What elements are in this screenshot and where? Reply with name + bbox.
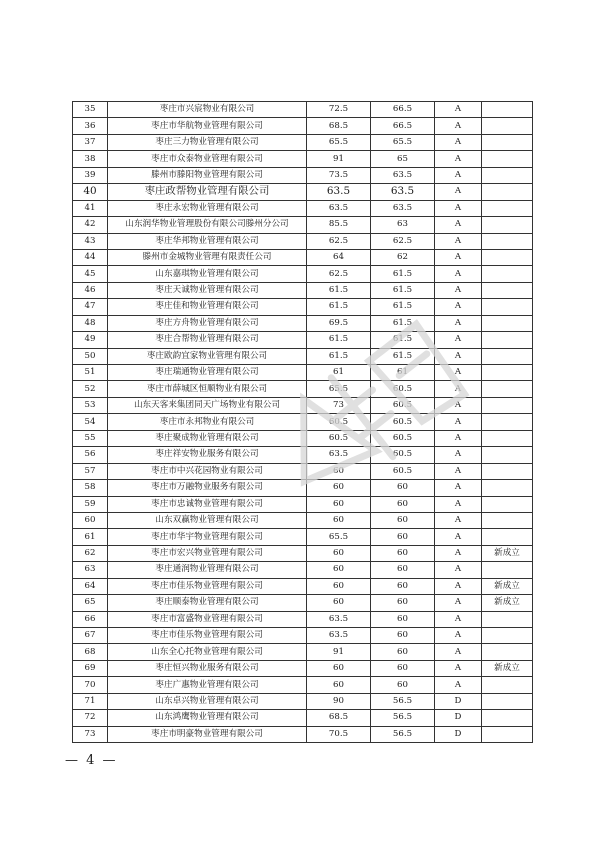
grade-cell: A <box>435 677 482 693</box>
score-1-cell: 61.5 <box>307 299 371 315</box>
score-2-cell: 60.5 <box>371 397 435 413</box>
grade-cell: A <box>435 118 482 134</box>
table-row <box>73 184 533 200</box>
score-2-cell: 60.5 <box>371 381 435 397</box>
company-name-cell: 枣庄市华宇物业管理有限公司 <box>108 529 307 545</box>
company-name-cell: 枣庄市忠诚物业管理有限公司 <box>108 496 307 512</box>
company-name-cell: 枣庄瑞通物业管理有限公司 <box>108 365 307 381</box>
note-cell <box>482 644 533 660</box>
note-cell <box>482 299 533 315</box>
table-row <box>73 480 533 496</box>
table-row <box>73 710 533 726</box>
grade-cell: A <box>435 315 482 331</box>
score-2-cell: 63 <box>371 217 435 233</box>
note-cell <box>482 315 533 331</box>
row-number-cell: 70 <box>73 677 108 693</box>
score-2-cell: 60 <box>371 562 435 578</box>
company-name-cell: 枣庄广惠物业管理有限公司 <box>108 677 307 693</box>
table-row <box>73 545 533 561</box>
grade-cell: A <box>435 233 482 249</box>
note-cell <box>482 447 533 463</box>
note-cell <box>482 184 533 200</box>
note-cell <box>482 480 533 496</box>
table-row <box>73 397 533 413</box>
grade-cell: D <box>435 726 482 742</box>
score-1-cell: 64 <box>307 249 371 265</box>
row-number-cell: 55 <box>73 430 108 446</box>
grade-cell: A <box>435 644 482 660</box>
grade-cell: A <box>435 463 482 479</box>
row-number-cell: 57 <box>73 463 108 479</box>
company-name-cell: 枣庄市中兴花园物业有限公司 <box>108 463 307 479</box>
score-1-cell: 60 <box>307 578 371 594</box>
table-row <box>73 430 533 446</box>
grade-cell: A <box>435 628 482 644</box>
company-name-cell: 枣庄祥安物业服务有限公司 <box>108 447 307 463</box>
grade-cell: A <box>435 217 482 233</box>
table-row <box>73 578 533 594</box>
score-2-cell: 60 <box>371 480 435 496</box>
grade-cell: A <box>435 365 482 381</box>
score-1-cell: 73 <box>307 397 371 413</box>
score-1-cell: 73.5 <box>307 167 371 183</box>
note-cell <box>482 562 533 578</box>
note-cell <box>482 167 533 183</box>
note-cell <box>482 381 533 397</box>
row-number-cell: 46 <box>73 282 108 298</box>
grade-cell: A <box>435 332 482 348</box>
grade-cell: A <box>435 249 482 265</box>
table-row <box>73 315 533 331</box>
row-number-cell: 61 <box>73 529 108 545</box>
table-row <box>73 463 533 479</box>
company-name-cell: 枣庄市宏兴物业管理有限公司 <box>108 545 307 561</box>
note-cell <box>482 134 533 150</box>
row-number-cell: 73 <box>73 726 108 742</box>
row-number-cell: 48 <box>73 315 108 331</box>
score-1-cell: 60 <box>307 562 371 578</box>
row-number-cell: 62 <box>73 545 108 561</box>
score-2-cell: 60 <box>371 512 435 528</box>
note-cell: 新成立 <box>482 578 533 594</box>
grade-cell: A <box>435 266 482 282</box>
note-cell: 新成立 <box>482 545 533 561</box>
company-name-cell: 枣庄合帮物业管理有限公司 <box>108 332 307 348</box>
score-2-cell: 60.5 <box>371 463 435 479</box>
table-row <box>73 249 533 265</box>
row-number-cell: 36 <box>73 118 108 134</box>
table-row <box>73 628 533 644</box>
score-2-cell: 65.5 <box>371 134 435 150</box>
score-2-cell: 61.5 <box>371 348 435 364</box>
score-2-cell: 61.5 <box>371 282 435 298</box>
score-2-cell: 61.5 <box>371 299 435 315</box>
company-name-cell: 滕州市滕阳物业管理有限公司 <box>108 167 307 183</box>
table-row <box>73 134 533 150</box>
table-row <box>73 381 533 397</box>
company-name-cell: 枣庄市薛城区恒顺物业有限公司 <box>108 381 307 397</box>
company-name-cell: 枣庄市佳乐物业管理有限公司 <box>108 578 307 594</box>
grade-cell: D <box>435 710 482 726</box>
score-1-cell: 62.5 <box>307 266 371 282</box>
company-name-cell: 枣庄聚成物业管理有限公司 <box>108 430 307 446</box>
grade-cell: A <box>435 529 482 545</box>
score-1-cell: 68.5 <box>307 118 371 134</box>
grade-cell: A <box>435 134 482 150</box>
company-name-cell: 枣庄市永邦物业有限公司 <box>108 414 307 430</box>
score-1-cell: 65.5 <box>307 134 371 150</box>
company-name-cell: 山东鸿鹰物业管理有限公司 <box>108 710 307 726</box>
score-1-cell: 63.5 <box>307 447 371 463</box>
score-1-cell: 72.5 <box>307 102 371 118</box>
score-2-cell: 65 <box>371 151 435 167</box>
company-name-cell: 山东嘉琪物业管理有限公司 <box>108 266 307 282</box>
table-row <box>73 200 533 216</box>
score-1-cell: 61.5 <box>307 348 371 364</box>
table-row <box>73 562 533 578</box>
grade-cell: A <box>435 299 482 315</box>
score-2-cell: 66.5 <box>371 118 435 134</box>
note-cell <box>482 529 533 545</box>
score-2-cell: 61.5 <box>371 332 435 348</box>
company-name-cell: 山东润华物业管理股份有限公司滕州分公司 <box>108 217 307 233</box>
note-cell <box>482 266 533 282</box>
table-row <box>73 365 533 381</box>
company-name-cell: 枣庄顺泰物业管理有限公司 <box>108 595 307 611</box>
table-row <box>73 611 533 627</box>
table-row <box>73 233 533 249</box>
score-1-cell: 60 <box>307 595 371 611</box>
row-number-cell: 35 <box>73 102 108 118</box>
table-row <box>73 348 533 364</box>
note-cell <box>482 693 533 709</box>
score-2-cell: 63.5 <box>371 167 435 183</box>
row-number-cell: 42 <box>73 217 108 233</box>
score-2-cell: 60 <box>371 578 435 594</box>
score-1-cell: 63.5 <box>307 200 371 216</box>
note-cell <box>482 233 533 249</box>
grade-cell: A <box>435 348 482 364</box>
grade-cell: D <box>435 693 482 709</box>
note-cell <box>482 726 533 742</box>
company-name-cell: 枣庄市佳乐物业管理有限公司 <box>108 628 307 644</box>
row-number-cell: 68 <box>73 644 108 660</box>
company-name-cell: 枣庄市万融物业服务有限公司 <box>108 480 307 496</box>
company-name-cell: 枣庄市华航物业管理有限公司 <box>108 118 307 134</box>
company-name-cell: 枣庄市众泰物业管理有限公司 <box>108 151 307 167</box>
note-cell: 新成立 <box>482 660 533 676</box>
score-1-cell: 61.5 <box>307 282 371 298</box>
table-row <box>73 102 533 118</box>
score-2-cell: 60.5 <box>371 447 435 463</box>
score-2-cell: 60 <box>371 644 435 660</box>
row-number-cell: 66 <box>73 611 108 627</box>
row-number-cell: 53 <box>73 397 108 413</box>
company-name-cell: 山东全心托物业管理有限公司 <box>108 644 307 660</box>
score-2-cell: 62.5 <box>371 233 435 249</box>
note-cell <box>482 414 533 430</box>
note-cell <box>482 118 533 134</box>
company-name-cell: 山东卓兴物业管理有限公司 <box>108 693 307 709</box>
score-1-cell: 60 <box>307 545 371 561</box>
score-1-cell: 91 <box>307 644 371 660</box>
table-row <box>73 644 533 660</box>
score-1-cell: 60 <box>307 512 371 528</box>
score-1-cell: 63.5 <box>307 628 371 644</box>
page-number: — 4 — <box>65 753 118 768</box>
company-name-cell: 枣庄市富盛物业管理有限公司 <box>108 611 307 627</box>
company-name-cell: 枣庄政帮物业管理有限公司 <box>108 184 307 200</box>
row-number-cell: 43 <box>73 233 108 249</box>
row-number-cell: 56 <box>73 447 108 463</box>
score-2-cell: 60 <box>371 628 435 644</box>
score-1-cell: 63.5 <box>307 611 371 627</box>
note-cell <box>482 332 533 348</box>
company-name-cell: 枣庄方舟物业管理有限公司 <box>108 315 307 331</box>
score-2-cell: 56.5 <box>371 710 435 726</box>
grade-cell: A <box>435 578 482 594</box>
grade-cell: A <box>435 184 482 200</box>
table-row <box>73 332 533 348</box>
score-2-cell: 60 <box>371 545 435 561</box>
company-name-cell: 枣庄三力物业管理有限公司 <box>108 134 307 150</box>
row-number-cell: 51 <box>73 365 108 381</box>
score-2-cell: 60.5 <box>371 430 435 446</box>
company-name-cell: 枣庄通润物业管理有限公司 <box>108 562 307 578</box>
table-row <box>73 167 533 183</box>
row-number-cell: 64 <box>73 578 108 594</box>
table-row <box>73 447 533 463</box>
row-number-cell: 69 <box>73 660 108 676</box>
table-row <box>73 677 533 693</box>
company-name-cell: 山东双赢物业管理有限公司 <box>108 512 307 528</box>
score-2-cell: 61.5 <box>371 315 435 331</box>
score-2-cell: 60 <box>371 529 435 545</box>
grade-cell: A <box>435 414 482 430</box>
score-1-cell: 62.5 <box>307 233 371 249</box>
score-1-cell: 70.5 <box>307 726 371 742</box>
note-cell <box>482 463 533 479</box>
table-row <box>73 660 533 676</box>
row-number-cell: 38 <box>73 151 108 167</box>
row-number-cell: 40 <box>73 184 108 200</box>
row-number-cell: 60 <box>73 512 108 528</box>
company-name-cell: 枣庄恒兴物业服务有限公司 <box>108 660 307 676</box>
grade-cell: A <box>435 102 482 118</box>
score-2-cell: 60 <box>371 611 435 627</box>
score-2-cell: 66.5 <box>371 102 435 118</box>
row-number-cell: 47 <box>73 299 108 315</box>
score-2-cell: 60 <box>371 595 435 611</box>
table-row <box>73 726 533 742</box>
grade-cell: A <box>435 595 482 611</box>
table-row <box>73 595 533 611</box>
note-cell <box>482 249 533 265</box>
score-1-cell: 60 <box>307 496 371 512</box>
grade-cell: A <box>435 430 482 446</box>
grade-cell: A <box>435 480 482 496</box>
note-cell <box>482 496 533 512</box>
row-number-cell: 67 <box>73 628 108 644</box>
table-row <box>73 414 533 430</box>
table-row <box>73 118 533 134</box>
score-1-cell: 69.5 <box>307 315 371 331</box>
note-cell <box>482 217 533 233</box>
row-number-cell: 71 <box>73 693 108 709</box>
grade-cell: A <box>435 611 482 627</box>
grade-cell: A <box>435 512 482 528</box>
score-1-cell: 68.5 <box>307 710 371 726</box>
row-number-cell: 52 <box>73 381 108 397</box>
score-2-cell: 60 <box>371 660 435 676</box>
note-cell <box>482 611 533 627</box>
score-2-cell: 63.5 <box>371 184 435 200</box>
table-row <box>73 693 533 709</box>
grade-cell: A <box>435 562 482 578</box>
note-cell <box>482 348 533 364</box>
score-2-cell: 60.5 <box>371 414 435 430</box>
table-row <box>73 512 533 528</box>
grade-cell: A <box>435 660 482 676</box>
score-2-cell: 56.5 <box>371 693 435 709</box>
company-name-cell: 枣庄市明豪物业管理有限公司 <box>108 726 307 742</box>
score-2-cell: 63.5 <box>371 200 435 216</box>
company-name-cell: 枣庄永宏物业管理有限公司 <box>108 200 307 216</box>
score-2-cell: 56.5 <box>371 726 435 742</box>
row-number-cell: 44 <box>73 249 108 265</box>
note-cell <box>482 282 533 298</box>
score-1-cell: 61.5 <box>307 332 371 348</box>
grade-cell: A <box>435 381 482 397</box>
company-name-cell: 山东天客来集团同天广场物业有限公司 <box>108 397 307 413</box>
row-number-cell: 50 <box>73 348 108 364</box>
score-1-cell: 60 <box>307 480 371 496</box>
grade-cell: A <box>435 282 482 298</box>
row-number-cell: 54 <box>73 414 108 430</box>
score-1-cell: 60 <box>307 463 371 479</box>
score-1-cell: 60 <box>307 660 371 676</box>
score-1-cell: 65.5 <box>307 529 371 545</box>
company-name-cell: 枣庄天诚物业管理有限公司 <box>108 282 307 298</box>
note-cell <box>482 200 533 216</box>
score-2-cell: 61.5 <box>371 266 435 282</box>
note-cell <box>482 677 533 693</box>
row-number-cell: 65 <box>73 595 108 611</box>
note-cell <box>482 102 533 118</box>
row-number-cell: 63 <box>73 562 108 578</box>
note-cell <box>482 430 533 446</box>
company-name-cell: 枣庄华邦物业管理有限公司 <box>108 233 307 249</box>
score-1-cell: 63.5 <box>307 184 371 200</box>
row-number-cell: 39 <box>73 167 108 183</box>
grade-cell: A <box>435 200 482 216</box>
note-cell <box>482 151 533 167</box>
score-1-cell: 65.5 <box>307 381 371 397</box>
row-number-cell: 58 <box>73 480 108 496</box>
row-number-cell: 45 <box>73 266 108 282</box>
score-2-cell: 61 <box>371 365 435 381</box>
table-row <box>73 266 533 282</box>
row-number-cell: 49 <box>73 332 108 348</box>
score-2-cell: 60 <box>371 496 435 512</box>
note-cell <box>482 397 533 413</box>
grade-cell: A <box>435 447 482 463</box>
score-2-cell: 62 <box>371 249 435 265</box>
row-number-cell: 37 <box>73 134 108 150</box>
company-name-cell: 滕州市金城物业管理有限责任公司 <box>108 249 307 265</box>
grade-cell: A <box>435 496 482 512</box>
note-cell <box>482 512 533 528</box>
score-1-cell: 85.5 <box>307 217 371 233</box>
grade-cell: A <box>435 167 482 183</box>
grade-cell: A <box>435 151 482 167</box>
score-1-cell: 60.5 <box>307 414 371 430</box>
ranking-table <box>72 101 533 743</box>
score-2-cell: 60 <box>371 677 435 693</box>
grade-cell: A <box>435 397 482 413</box>
note-cell: 新成立 <box>482 595 533 611</box>
score-1-cell: 60 <box>307 677 371 693</box>
row-number-cell: 72 <box>73 710 108 726</box>
note-cell <box>482 365 533 381</box>
table-row <box>73 282 533 298</box>
table-row <box>73 217 533 233</box>
note-cell <box>482 628 533 644</box>
score-1-cell: 61 <box>307 365 371 381</box>
company-name-cell: 枣庄欧韵宜家物业管理有限公司 <box>108 348 307 364</box>
table-row <box>73 496 533 512</box>
table-row <box>73 299 533 315</box>
company-name-cell: 枣庄佳和物业管理有限公司 <box>108 299 307 315</box>
grade-cell: A <box>435 545 482 561</box>
score-1-cell: 60.5 <box>307 430 371 446</box>
score-1-cell: 90 <box>307 693 371 709</box>
row-number-cell: 59 <box>73 496 108 512</box>
row-number-cell: 41 <box>73 200 108 216</box>
score-1-cell: 91 <box>307 151 371 167</box>
note-cell <box>482 710 533 726</box>
table-row <box>73 151 533 167</box>
company-name-cell: 枣庄市兴宸物业有限公司 <box>108 102 307 118</box>
table-row <box>73 529 533 545</box>
